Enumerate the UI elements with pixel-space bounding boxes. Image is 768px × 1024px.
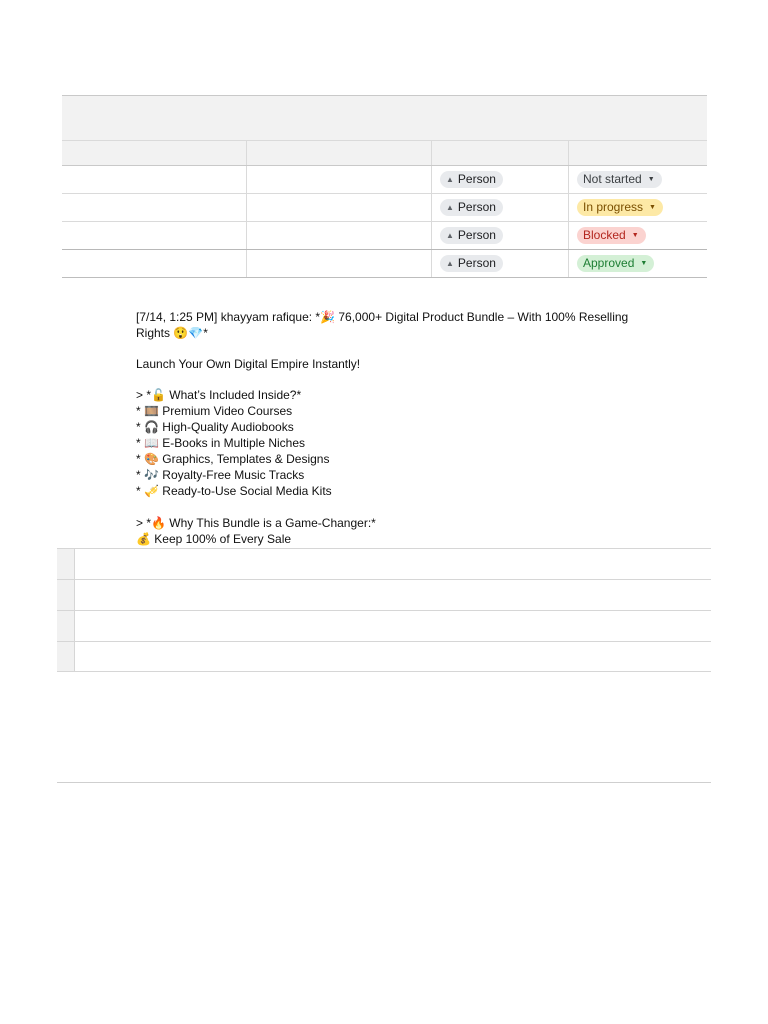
list-item: * 🎧 High-Quality Audiobooks bbox=[136, 420, 294, 434]
person-chip[interactable] bbox=[440, 255, 503, 272]
person-icon: ▲ bbox=[446, 175, 454, 184]
grid-row bbox=[57, 579, 711, 610]
message-header-cont: Rights 😲💎* bbox=[136, 326, 208, 340]
table-cell[interactable] bbox=[247, 222, 432, 249]
divider bbox=[57, 782, 711, 783]
status-dropdown[interactable] bbox=[577, 171, 662, 188]
grid-row bbox=[57, 641, 711, 672]
person-chip-label: Person bbox=[457, 200, 496, 214]
status-dropdown[interactable] bbox=[577, 227, 646, 244]
status-dropdown[interactable] bbox=[577, 199, 663, 216]
column-header[interactable] bbox=[62, 141, 247, 165]
table-cell[interactable] bbox=[569, 166, 707, 193]
table-cell[interactable] bbox=[62, 166, 247, 193]
table-cell[interactable] bbox=[62, 222, 247, 249]
person-icon: ▲ bbox=[446, 259, 454, 268]
person-chip[interactable] bbox=[440, 171, 503, 188]
table-row bbox=[62, 222, 707, 250]
column-header[interactable] bbox=[569, 141, 707, 165]
row-handle[interactable] bbox=[57, 642, 75, 671]
list-item: * 🎺 Ready-to-Use Social Media Kits bbox=[136, 484, 332, 498]
status-label: Approved bbox=[583, 256, 635, 270]
list-item: * 🎞️ Premium Video Courses bbox=[136, 404, 293, 418]
table-cell[interactable] bbox=[569, 250, 707, 277]
table-cell[interactable] bbox=[62, 250, 247, 277]
grid-cell[interactable] bbox=[75, 549, 711, 579]
message-header: [7/14, 1:25 PM] khayyam rafique: *🎉 76,000+ Digital Product Bundle – With 100% Reselling bbox=[136, 310, 629, 324]
person-icon: ▲ bbox=[446, 203, 454, 212]
list-item: 💰 Keep 100% of Every Sale bbox=[136, 532, 292, 546]
table-cell[interactable] bbox=[432, 250, 569, 277]
chevron-down-icon: ▼ bbox=[647, 176, 655, 183]
status-label: Not started bbox=[583, 172, 642, 186]
column-header[interactable] bbox=[432, 141, 569, 165]
chevron-down-icon: ▼ bbox=[631, 232, 639, 239]
table-cell[interactable] bbox=[247, 194, 432, 221]
table-row bbox=[62, 166, 707, 194]
pasted-message bbox=[136, 309, 636, 547]
person-chip-label: Person bbox=[457, 256, 496, 270]
table-cell[interactable] bbox=[432, 194, 569, 221]
row-handle[interactable] bbox=[57, 611, 75, 641]
table-cell[interactable] bbox=[432, 222, 569, 249]
status-label: In progress bbox=[583, 200, 644, 214]
person-chip-label: Person bbox=[457, 172, 496, 186]
section-title-why: > *🔥 Why This Bundle is a Game-Changer:* bbox=[136, 516, 376, 530]
person-chip[interactable] bbox=[440, 227, 503, 244]
table-title-bar bbox=[62, 95, 707, 141]
status-dropdown[interactable] bbox=[577, 255, 654, 272]
column-header[interactable] bbox=[247, 141, 432, 165]
list-item: * 📖 E-Books in Multiple Niches bbox=[136, 436, 306, 450]
table-cell[interactable] bbox=[62, 194, 247, 221]
grid-row bbox=[57, 610, 711, 641]
tracker-table bbox=[62, 95, 707, 278]
table-row bbox=[62, 194, 707, 222]
grid-row bbox=[57, 548, 711, 579]
table-column-header-row bbox=[62, 141, 707, 166]
table-cell[interactable] bbox=[569, 194, 707, 221]
row-handle[interactable] bbox=[57, 580, 75, 610]
row-handle[interactable] bbox=[57, 549, 75, 579]
message-tagline: Launch Your Own Digital Empire Instantly! bbox=[136, 357, 361, 371]
person-chip[interactable] bbox=[440, 199, 503, 216]
person-chip-label: Person bbox=[457, 228, 496, 242]
list-item: * 🎨 Graphics, Templates & Designs bbox=[136, 452, 330, 466]
table-cell[interactable] bbox=[432, 166, 569, 193]
table-row bbox=[62, 250, 707, 278]
status-label: Blocked bbox=[583, 228, 626, 242]
chevron-down-icon: ▼ bbox=[649, 204, 656, 211]
grid-cell[interactable] bbox=[75, 611, 711, 641]
table-cell[interactable] bbox=[247, 250, 432, 277]
section-title-included: > *🔓 What’s Included Inside?* bbox=[136, 388, 302, 402]
table-cell[interactable] bbox=[569, 222, 707, 249]
grid-cell[interactable] bbox=[75, 580, 711, 610]
list-item: * 🎶 Royalty-Free Music Tracks bbox=[136, 468, 305, 482]
grid-cell[interactable] bbox=[75, 642, 711, 671]
person-icon: ▲ bbox=[446, 231, 454, 240]
empty-grid bbox=[57, 548, 711, 672]
chevron-down-icon: ▼ bbox=[640, 260, 648, 267]
table-cell[interactable] bbox=[247, 166, 432, 193]
